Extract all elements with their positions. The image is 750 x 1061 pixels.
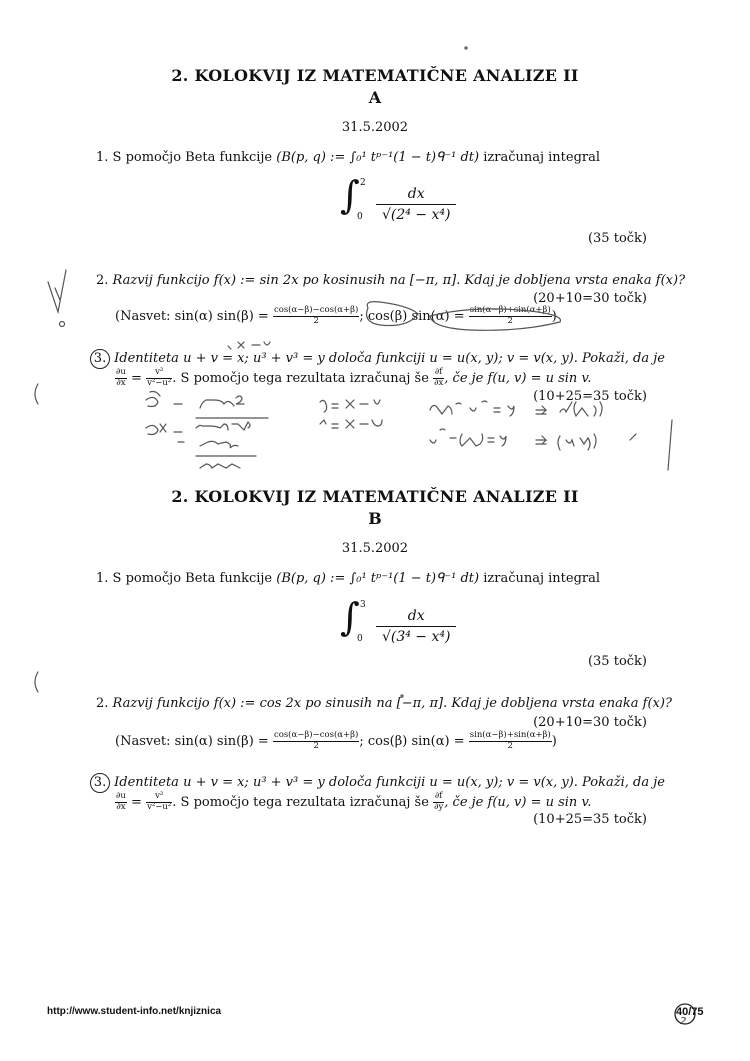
integral-sign: ∫: [340, 173, 360, 217]
integrand: $\frac{dx}{\text{√(3⁴ − x⁴)}}$: [376, 608, 457, 645]
points-1-a: (35 točk): [587, 231, 647, 246]
integral-sign: ∫: [340, 595, 360, 639]
footer-url[interactable]: http://www.student-info.net/knjiznica: [47, 1006, 222, 1017]
derivative-du-dx: $\frac{\partial u}{\partial x}$: [116, 367, 126, 388]
integral-upper: 3: [360, 600, 366, 610]
problem-text: Razvij funkcijo f(x) := sin 2x po kosinusih na [−π, π]. Kdaj je dobljena vrsta enaka f(x)?: [112, 273, 686, 288]
problem-2-a: 2. Razvij funkcijo f(x) := sin 2x po kosinusih na [−π, π]. Kdaj je dobljena vrsta enaka f(x)?: [96, 273, 686, 288]
circled-problem-number: 3.: [90, 773, 110, 793]
hint-fraction-1: $\frac{\cos(\alpha-\beta)-\cos(\alpha+\beta)}{2}$: [273, 730, 359, 751]
points-1-b: (35 točk): [587, 654, 647, 669]
beta-definition: (B(p, q) := ∫₀¹ tᵖ⁻¹(1 − t)ᑫ⁻¹ dt): [276, 571, 480, 586]
hint-a: (Nasvet: sin(α) sin(β) = $\frac{\cos(\alpha-\beta)-\cos(\alpha+\beta)}{2}$ ; cos(β) sin(α) = $\frac{\sin(\alpha-\beta)+\sin(\alpha+\beta)}{2}$ ): [115, 305, 557, 326]
problem-3-b-line2: $\frac{\partial u}{\partial x}$ = $\frac{\text{v²}}{\text{v²−u²}}$ . S pomočjo tega rezultata izračunaj še $\frac{\partial f}{\partial y}$ , če je f(u, v) = u sin v.: [116, 791, 592, 812]
exam-date-b: 31.5.2002: [341, 541, 409, 556]
problem-2-b: 2. Razvij funkcijo f(x) := cos 2x po sinusih na [−π, π]. Kdaj je dobljena vrsta enaka f(x)?: [96, 696, 672, 711]
points-2-b: (20+10=30 točk): [533, 715, 647, 730]
problem-number: 1.: [96, 150, 109, 165]
exam-variant-a: A: [368, 88, 382, 107]
hint-b: (Nasvet: sin(α) sin(β) = $\frac{\cos(\alpha-\beta)-\cos(\alpha+\beta)}{2}$ ; cos(β) sin(α) = $\frac{\sin(\alpha-\beta)+\sin(\alpha+\beta)}{2}$ ): [115, 730, 557, 751]
target-derivative: $\frac{\partial f}{\partial x}$: [434, 367, 444, 388]
points-3-b: (10+25=35 točk): [533, 812, 647, 827]
rhs-fraction: $\frac{\text{v²}}{\text{v²−u²}}$: [147, 367, 172, 388]
derivative-du-dx: $\frac{\partial u}{\partial x}$: [116, 791, 126, 812]
exam-title-a: 2. KOLOKVIJ IZ MATEMATIČNE ANALIZE II: [171, 66, 579, 85]
problem-text: Identiteta u + v = x; u³ + v³ = y določa funkciji u = u(x, y); v = v(x, y). Pokaži, da je: [114, 351, 665, 366]
hint-fraction-2: $\frac{\sin(\alpha-\beta)+\sin(\alpha+\beta)}{2}$: [469, 730, 551, 751]
page-circle-mark: 2: [680, 1016, 687, 1027]
beta-definition: (B(p, q) := ∫₀¹ tᵖ⁻¹(1 − t)ᑫ⁻¹ dt): [276, 150, 480, 165]
problem-1-b: 1. S pomočjo Beta funkcije (B(p, q) := ∫₀¹ tᵖ⁻¹(1 − t)ᑫ⁻¹ dt) izračunaj integral: [96, 571, 601, 586]
page-number: 40/75: [676, 1006, 704, 1018]
circled-problem-number: 3.: [90, 349, 110, 369]
problem-text: S pomočjo Beta funkcije: [112, 150, 273, 165]
integral-lower: 0: [357, 634, 363, 644]
rhs-fraction: $\frac{\text{v²}}{\text{v²−u²}}$: [147, 791, 172, 812]
points-3-a: (10+25=35 točk): [533, 389, 647, 404]
problem-3-a-line2: $\frac{\partial u}{\partial x}$ = $\frac{\text{v²}}{\text{v²−u²}}$ . S pomočjo tega rezultata izračunaj še $\frac{\partial f}{\partial x}$ , če je f(u, v) = u sin v.: [116, 367, 592, 388]
integral-lower: 0: [357, 212, 363, 222]
problem-text-end: izračunaj integral: [483, 150, 601, 165]
problem-3-b: 3. Identiteta u + v = x; u³ + v³ = y določa funkciji u = u(x, y); v = v(x, y). Pokaži, da je: [90, 773, 665, 793]
hint-fraction-1: $\frac{\cos(\alpha-\beta)-\cos(\alpha+\beta)}{2}$: [273, 305, 359, 326]
integral-b: [340, 595, 456, 645]
exam-title-b: 2. KOLOKVIJ IZ MATEMATIČNE ANALIZE II: [171, 487, 579, 506]
points-2-a: (20+10=30 točk): [533, 291, 647, 306]
exam-date-a: 31.5.2002: [341, 120, 409, 135]
integrand: $\frac{dx}{\text{√(2⁴ − x⁴)}}$: [376, 186, 457, 223]
hint-fraction-2: $\frac{\sin(\alpha-\beta)+\sin(\alpha+\beta)}{2}$: [469, 305, 551, 326]
exam-variant-b: B: [368, 509, 382, 528]
target-derivative: $\frac{\partial f}{\partial y}$: [434, 791, 444, 812]
integral-upper: 2: [360, 178, 366, 188]
